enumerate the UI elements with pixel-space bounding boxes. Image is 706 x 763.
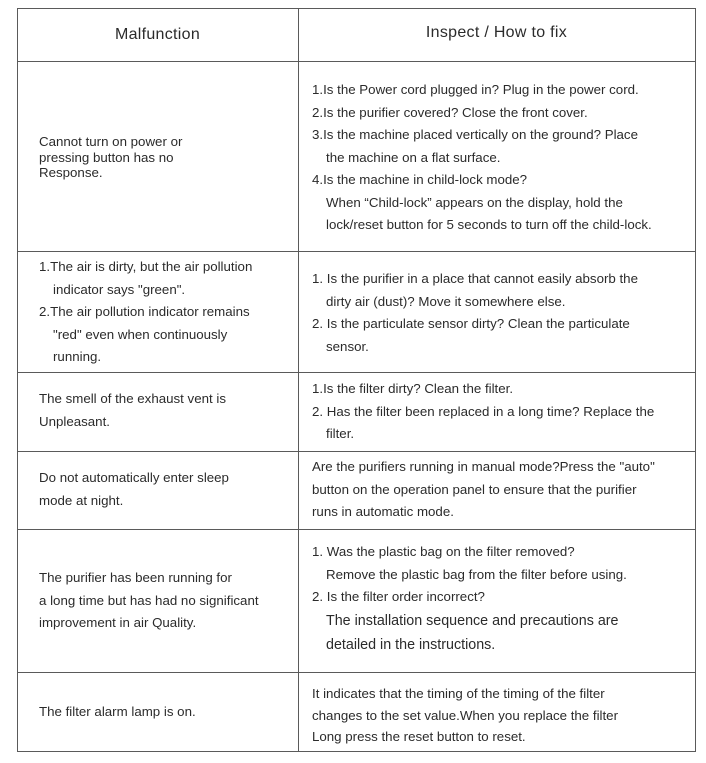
table-row-1-malfunction	[39, 134, 182, 181]
fix-text: Are the purifiers running in manual mode?Press the "auto"	[312, 459, 655, 474]
table-row-2-fix	[312, 268, 638, 358]
malfunction-text: a long time but has had no significant	[39, 592, 259, 608]
fix-text: 4.Is the machine in child-lock mode?	[312, 172, 528, 187]
table-row-1-fix	[312, 79, 652, 237]
malfunction-text: improvement in air Quality.	[39, 615, 197, 630]
table-row-3-fix	[312, 378, 654, 446]
malfunction-text: running.	[53, 349, 102, 364]
header-divider	[17, 61, 696, 62]
fix-text: 1.Is the Power cord plugged in? Plug in the power cord.	[312, 82, 639, 97]
fix-text: When “Child-lock” appears on the display, hold the	[326, 194, 623, 210]
malfunction-header: Malfunction	[114, 26, 201, 43]
malfunction-text: The filter alarm lamp is on.	[39, 704, 196, 719]
fix-text: It indicates that the timing of the timing of the filter	[312, 686, 605, 701]
fix-text: filter.	[326, 426, 355, 441]
table-row-6-malfunction	[39, 701, 196, 724]
fix-text: lock/reset button for 5 seconds to turn off the child-lock.	[326, 217, 652, 232]
malfunction-text: The purifier has been running for	[39, 570, 232, 585]
table-row-6-fix	[312, 683, 618, 748]
fix-text: detailed in the instructions.	[326, 637, 496, 653]
fix-text: The installation sequence and precautions are	[326, 612, 619, 629]
fix-text: 1.Is the filter dirty? Clean the filter.	[312, 381, 514, 396]
fix-text: 1. Was the plastic bag on the filter removed?	[312, 544, 575, 559]
malfunction-text: Cannot turn on power or	[39, 134, 183, 149]
row-divider	[17, 451, 696, 452]
malfunction-text: Response.	[39, 165, 103, 180]
table-row-5-malfunction	[39, 567, 259, 635]
fix-text: 2.Is the purifier covered? Close the front cover.	[312, 104, 588, 120]
table-border-right	[695, 8, 696, 752]
table-row-3-malfunction	[39, 388, 226, 433]
malfunction-text: pressing button has no	[39, 149, 174, 165]
malfunction-text: 1.The air is dirty, but the air pollution	[39, 259, 253, 274]
malfunction-text: mode at night.	[39, 492, 124, 508]
column-divider	[298, 8, 299, 752]
fix-text: 1. Is the purifier in a place that cannot easily absorb the	[312, 271, 638, 286]
fix-text: 2. Is the filter order incorrect?	[312, 589, 485, 604]
row-divider	[17, 672, 696, 673]
fix-text: the machine on a flat surface.	[326, 149, 501, 165]
table-border-left	[17, 8, 18, 752]
malfunction-text: The smell of the exhaust vent is	[39, 391, 226, 406]
troubleshooting-table	[17, 8, 696, 752]
fix-text: 2. Has the filter been replaced in a long time? Replace the	[312, 403, 655, 419]
malfunction-text: indicator says "green".	[53, 281, 186, 297]
table-border-top	[17, 8, 696, 9]
row-divider	[17, 529, 696, 530]
malfunction-text: Unpleasant.	[39, 413, 110, 429]
fix-text: dirty air (dust)? Move it somewhere else.	[326, 293, 566, 309]
fix-text: changes to the set value.When you replace the filter	[312, 707, 619, 723]
malfunction-text: 2.The air pollution indicator remains	[39, 304, 250, 319]
fix-text: sensor.	[326, 338, 369, 354]
malfunction-text: "red" even when continuously	[53, 326, 228, 342]
table-border-bottom	[17, 751, 696, 752]
table-row-5-fix	[312, 541, 627, 658]
fix-text: Long press the reset button to reset.	[312, 729, 526, 744]
fix-text: runs in automatic mode.	[312, 504, 454, 519]
malfunction-text: Do not automatically enter sleep	[39, 470, 229, 485]
table-row-4-fix	[312, 456, 655, 524]
table-row-4-malfunction	[39, 467, 229, 512]
fix-text: button on the operation panel to ensure that the purifier	[312, 481, 637, 497]
table-row-2-malfunction	[39, 256, 252, 369]
inspect-header: Inspect / How to fix	[425, 24, 568, 41]
row-divider	[17, 251, 696, 252]
fix-text: 2. Is the particulate sensor dirty? Clean the particulate	[312, 316, 630, 331]
fix-text: Remove the plastic bag from the filter before using.	[326, 566, 627, 582]
row-divider	[17, 372, 696, 373]
fix-text: 3.Is the machine placed vertically on the ground? Place	[312, 127, 638, 142]
